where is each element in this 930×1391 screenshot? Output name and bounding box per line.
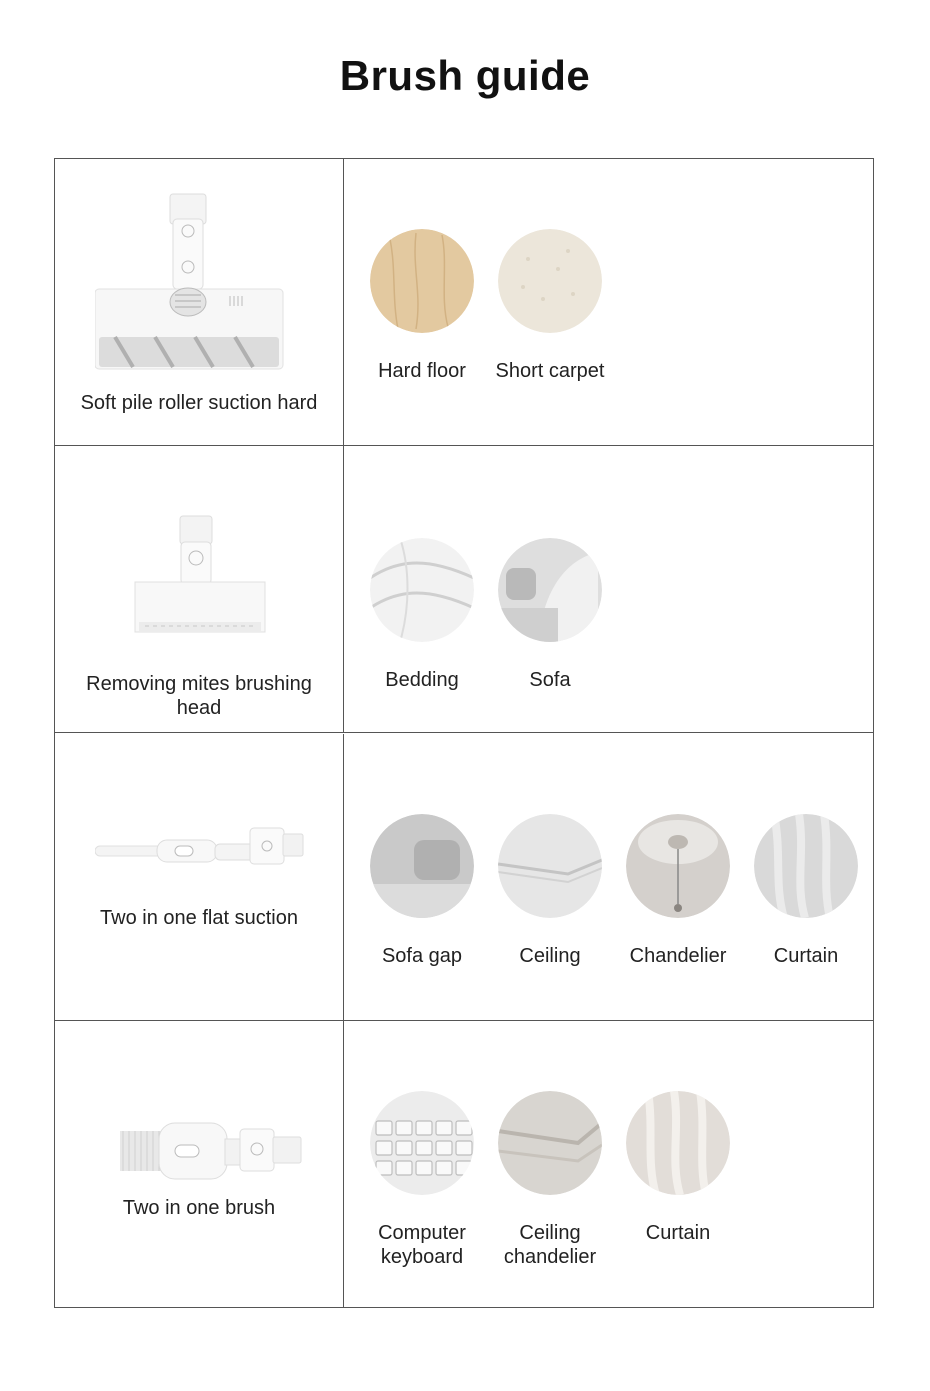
curtain-icon [754, 814, 858, 918]
surface-hard-floor [362, 229, 482, 383]
ceiling-icon [498, 814, 602, 918]
tool-label: Two in one brush [122, 1197, 276, 1219]
flat-suction-nozzle-icon [95, 822, 305, 882]
roller-brush-head-icon [95, 189, 305, 374]
surface-label: Short carpet [495, 360, 605, 382]
table-row [55, 734, 873, 1021]
tool-cell [55, 734, 344, 1020]
surface-short-carpet [490, 229, 610, 383]
surface-label: Curtain [645, 1222, 711, 1244]
surface-label: Sofa [529, 669, 571, 691]
surface-curtain [618, 1091, 738, 1245]
tool-cell [55, 1021, 344, 1308]
surface-label: Curtain [773, 945, 839, 967]
table-row [55, 446, 873, 733]
curtain-icon [626, 1091, 730, 1195]
surface-sofa [490, 538, 610, 692]
tool-label: Two in one flat suction [100, 907, 298, 929]
surface-chandelier [618, 814, 738, 968]
surface-bedding [362, 538, 482, 692]
surface-ceiling-chandelier [490, 1091, 610, 1269]
surface-curtain [746, 814, 866, 968]
mite-brush-head-icon [95, 514, 305, 654]
wood-floor-icon [370, 229, 474, 333]
surface-label: Ceiling [519, 945, 581, 967]
surface-label: Sofa gap [381, 945, 463, 967]
brush-guide-table [54, 158, 874, 1308]
keyboard-icon [370, 1091, 474, 1195]
tool-label: Removing mites brushing head [86, 673, 312, 719]
surface-label: Computer keyboard [378, 1222, 466, 1268]
tool-cell [55, 446, 344, 732]
surface-sofa-gap [362, 814, 482, 968]
bedding-icon [370, 538, 474, 642]
page-title: Brush guide [339, 52, 591, 99]
table-row [55, 159, 873, 446]
ceiling-chandelier-icon [498, 1091, 602, 1195]
surface-label: Chandelier [629, 945, 727, 967]
sofa-icon [498, 538, 602, 642]
two-in-one-brush-icon [95, 1101, 305, 1201]
surface-label: Hard floor [378, 360, 466, 382]
surface-computer-keyboard [362, 1091, 482, 1269]
tool-label: Soft pile roller suction hard [80, 392, 318, 414]
surface-label: Bedding [385, 669, 459, 691]
surface-label: Ceiling chandelier [503, 1222, 597, 1268]
carpet-icon [498, 229, 602, 333]
sofa-gap-icon [370, 814, 474, 918]
chandelier-icon [626, 814, 730, 918]
table-row [55, 1021, 873, 1308]
tool-cell [55, 159, 344, 445]
surface-ceiling [490, 814, 610, 968]
